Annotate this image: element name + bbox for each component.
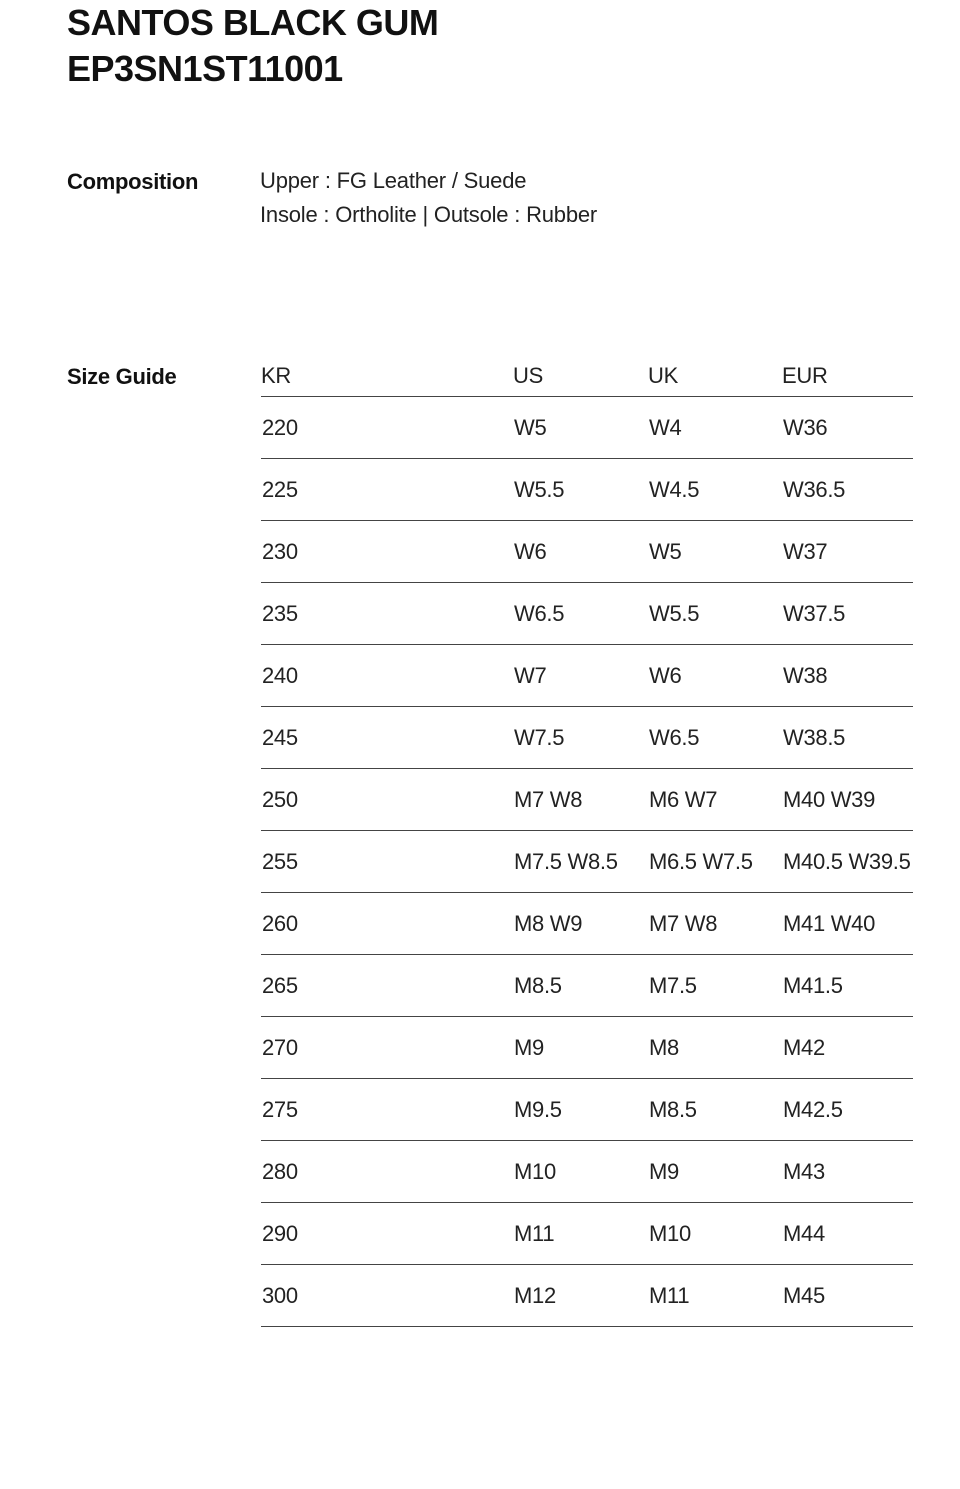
cell-uk: W5.5 <box>648 583 782 645</box>
size-guide-table <box>261 356 913 1327</box>
product-title <box>67 0 438 92</box>
cell-uk: M6.5 W7.5 <box>648 831 782 893</box>
table-row <box>261 831 913 893</box>
cell-kr: 265 <box>261 955 513 1017</box>
cell-us: M12 <box>513 1265 648 1327</box>
size-guide-label: Size Guide <box>67 364 177 389</box>
table-row <box>261 893 913 955</box>
cell-kr: 300 <box>261 1265 513 1327</box>
cell-uk: M6 W7 <box>648 769 782 831</box>
cell-eur: M44 <box>782 1203 913 1265</box>
header-eur: EUR <box>782 356 913 397</box>
cell-kr: 275 <box>261 1079 513 1141</box>
table-row <box>261 955 913 1017</box>
cell-uk: M8 <box>648 1017 782 1079</box>
cell-eur: M45 <box>782 1265 913 1327</box>
table-row <box>261 459 913 521</box>
cell-us: M8.5 <box>513 955 648 1017</box>
cell-uk: M9 <box>648 1141 782 1203</box>
cell-uk: W6.5 <box>648 707 782 769</box>
cell-uk: M10 <box>648 1203 782 1265</box>
cell-eur: W37.5 <box>782 583 913 645</box>
cell-us: W5.5 <box>513 459 648 521</box>
cell-uk: M7 W8 <box>648 893 782 955</box>
cell-eur: M40.5 W39.5 <box>782 831 913 893</box>
cell-kr: 290 <box>261 1203 513 1265</box>
cell-us: W6.5 <box>513 583 648 645</box>
table-row <box>261 521 913 583</box>
cell-kr: 245 <box>261 707 513 769</box>
cell-eur: M42 <box>782 1017 913 1079</box>
table-row <box>261 1079 913 1141</box>
cell-uk: M7.5 <box>648 955 782 1017</box>
composition-details <box>260 164 597 232</box>
size-table-body <box>261 397 913 1327</box>
table-row <box>261 1017 913 1079</box>
cell-kr: 225 <box>261 459 513 521</box>
cell-eur: W36.5 <box>782 459 913 521</box>
cell-us: W7.5 <box>513 707 648 769</box>
cell-eur: W38 <box>782 645 913 707</box>
cell-uk: M11 <box>648 1265 782 1327</box>
cell-us: M9.5 <box>513 1079 648 1141</box>
cell-eur: M42.5 <box>782 1079 913 1141</box>
cell-uk: W4 <box>648 397 782 459</box>
table-row <box>261 1141 913 1203</box>
cell-eur: W36 <box>782 397 913 459</box>
product-code: EP3SN1ST11001 <box>67 48 343 89</box>
product-name: SANTOS BLACK GUM <box>67 2 439 43</box>
cell-eur: M41 W40 <box>782 893 913 955</box>
cell-us: M10 <box>513 1141 648 1203</box>
table-row <box>261 583 913 645</box>
cell-us: M7.5 W8.5 <box>513 831 648 893</box>
cell-us: M8 W9 <box>513 893 648 955</box>
composition-insole-outsole: Insole : Ortholite | Outsole : Rubber <box>260 202 598 227</box>
cell-uk: W6 <box>648 645 782 707</box>
cell-kr: 270 <box>261 1017 513 1079</box>
cell-eur: W37 <box>782 521 913 583</box>
table-row <box>261 707 913 769</box>
table-row <box>261 1265 913 1327</box>
cell-us: M11 <box>513 1203 648 1265</box>
cell-kr: 250 <box>261 769 513 831</box>
table-row <box>261 645 913 707</box>
cell-kr: 240 <box>261 645 513 707</box>
cell-us: W7 <box>513 645 648 707</box>
cell-kr: 230 <box>261 521 513 583</box>
header-uk: UK <box>648 356 782 397</box>
cell-us: W6 <box>513 521 648 583</box>
cell-uk: M8.5 <box>648 1079 782 1141</box>
composition-upper: Upper : FG Leather / Suede <box>260 168 527 193</box>
size-table-header-row <box>261 356 913 397</box>
table-row <box>261 1203 913 1265</box>
cell-kr: 235 <box>261 583 513 645</box>
cell-uk: W5 <box>648 521 782 583</box>
cell-kr: 255 <box>261 831 513 893</box>
cell-kr: 220 <box>261 397 513 459</box>
cell-uk: W4.5 <box>648 459 782 521</box>
cell-us: M9 <box>513 1017 648 1079</box>
table-row <box>261 769 913 831</box>
cell-eur: M43 <box>782 1141 913 1203</box>
header-kr: KR <box>261 356 513 397</box>
cell-us: W5 <box>513 397 648 459</box>
cell-kr: 260 <box>261 893 513 955</box>
cell-eur: W38.5 <box>782 707 913 769</box>
cell-eur: M40 W39 <box>782 769 913 831</box>
cell-kr: 280 <box>261 1141 513 1203</box>
table-row <box>261 397 913 459</box>
header-us: US <box>513 356 648 397</box>
composition-label: Composition <box>67 169 199 194</box>
cell-us: M7 W8 <box>513 769 648 831</box>
cell-eur: M41.5 <box>782 955 913 1017</box>
